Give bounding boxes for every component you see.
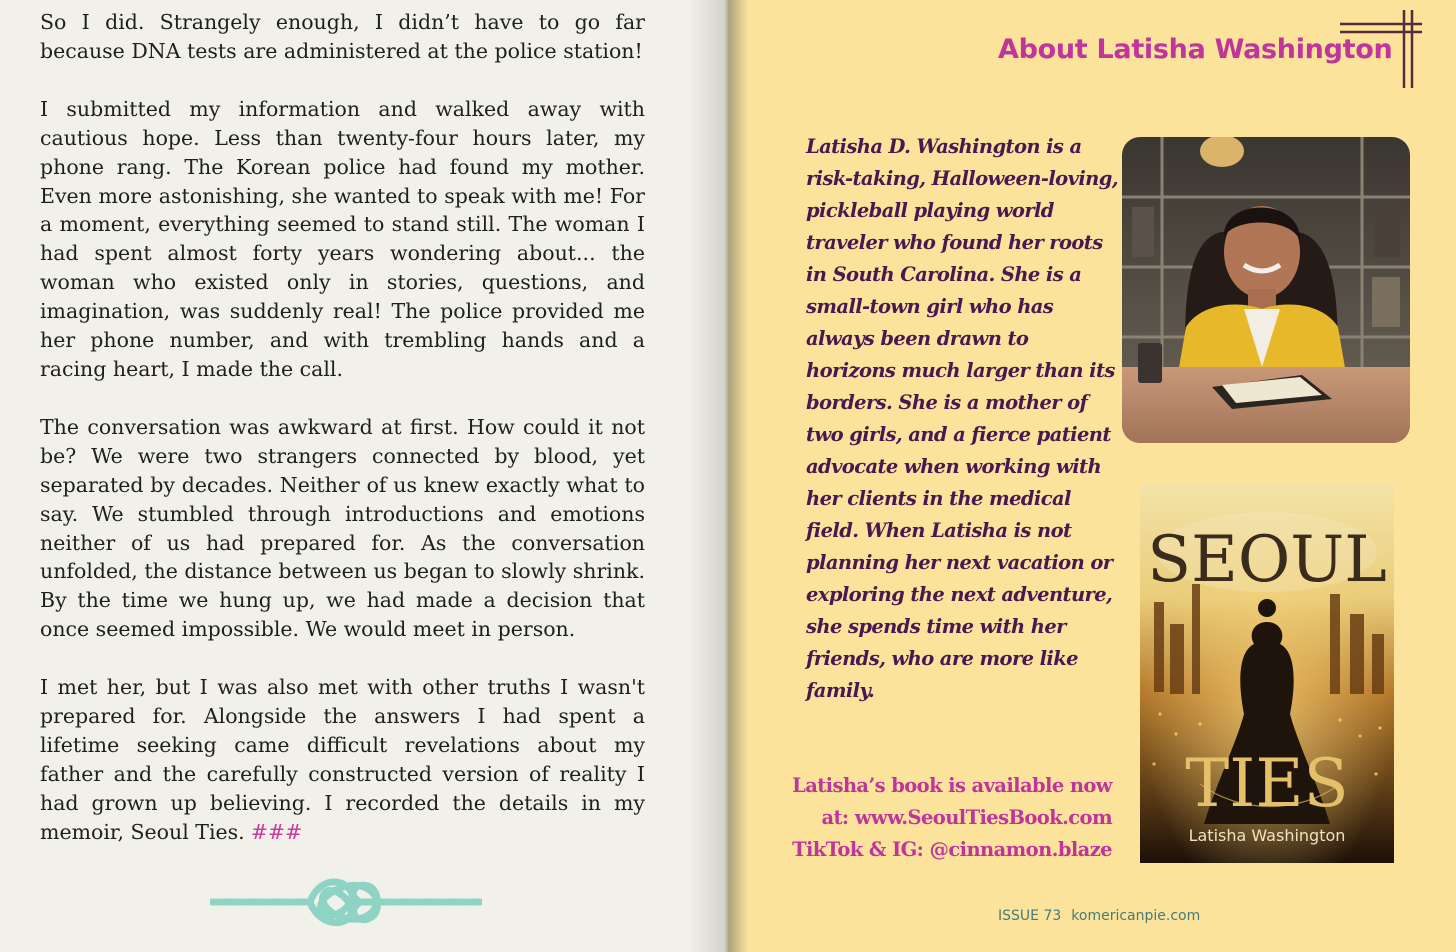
rope-knot-icon [210,872,482,932]
footer-site: komericanpie.com [1071,908,1201,924]
article-body [40,8,645,876]
paragraph-2: I submitted my information and walked away with cautious hope. Less than twenty-four hours later, my phone rang. The Korean police had found my mother. Even more astonishing, she wanted to speak with me! For a moment, everything seemed to stand still. The woman I had spent almost forty years wondering about... the woman who existed only in stories, questions, and imagination, was suddenly real! The police provided me her phone number, and with trembling hands and a racing heart, I made the call. [40,96,645,381]
cover-author: Latisha Washington [1188,826,1346,845]
issue-number: ISSUE 73 [998,908,1062,924]
cover-title-bottom: TIES [1185,745,1349,822]
availability-line: Latisha’s book is available now [792,774,1112,797]
page-footer [998,908,1200,924]
paragraph-3: The conversation was awkward at first. How could it not be? We were two strangers connected by blood, yet separated by decades. Neither of us knew exactly what to say. We stumbled through introductions and emotions neither of us had prepared for. As the conversation unfolded, the distance between us began to slowly shrink. By the time we hung up, we had made a decision that once seemed impossible. We would meet in person. [40,414,645,642]
author-bio: Latisha D. Washington is a risk-taking, Halloween-loving, pickleball playing world traveler who found her roots in South Carolina. She is a small-town girl who has always been drawn to horizons much larger than its borders. She is a mother of two girls, and a fierce patient advocate when working with her clients in the medical field. When Latisha is not planning her next vacation or exploring the next adventure, she spends time with her friends, who are more like family. [806,135,1118,702]
end-mark: ### [250,819,303,844]
paragraph-1: So I did. Strangely enough, I didn’t have to go far because DNA tests are administered at the police station! [40,10,645,63]
website-line: at: www.SeoulTiesBook.com [821,806,1112,829]
page-gutter [688,0,748,952]
page-title: About Latisha Washington [998,34,1393,65]
author-photo [1122,137,1410,443]
book-cover [1140,484,1394,863]
availability-info [790,770,1112,866]
social-line: TikTok & IG: @cinnamon.blaze [792,838,1112,861]
paragraph-4 [40,673,645,846]
cover-title-top: SEOUL [1147,523,1387,597]
paragraph-4-text: I met her, but I was also met with other truths I wasn't prepared for. Alongside the answers I had spent a lifetime seeking came difficult revelations about my father and the carefully constructed version of reality I had grown up believing. I recorded the details in my memoir, Seoul Ties. [40,675,645,844]
